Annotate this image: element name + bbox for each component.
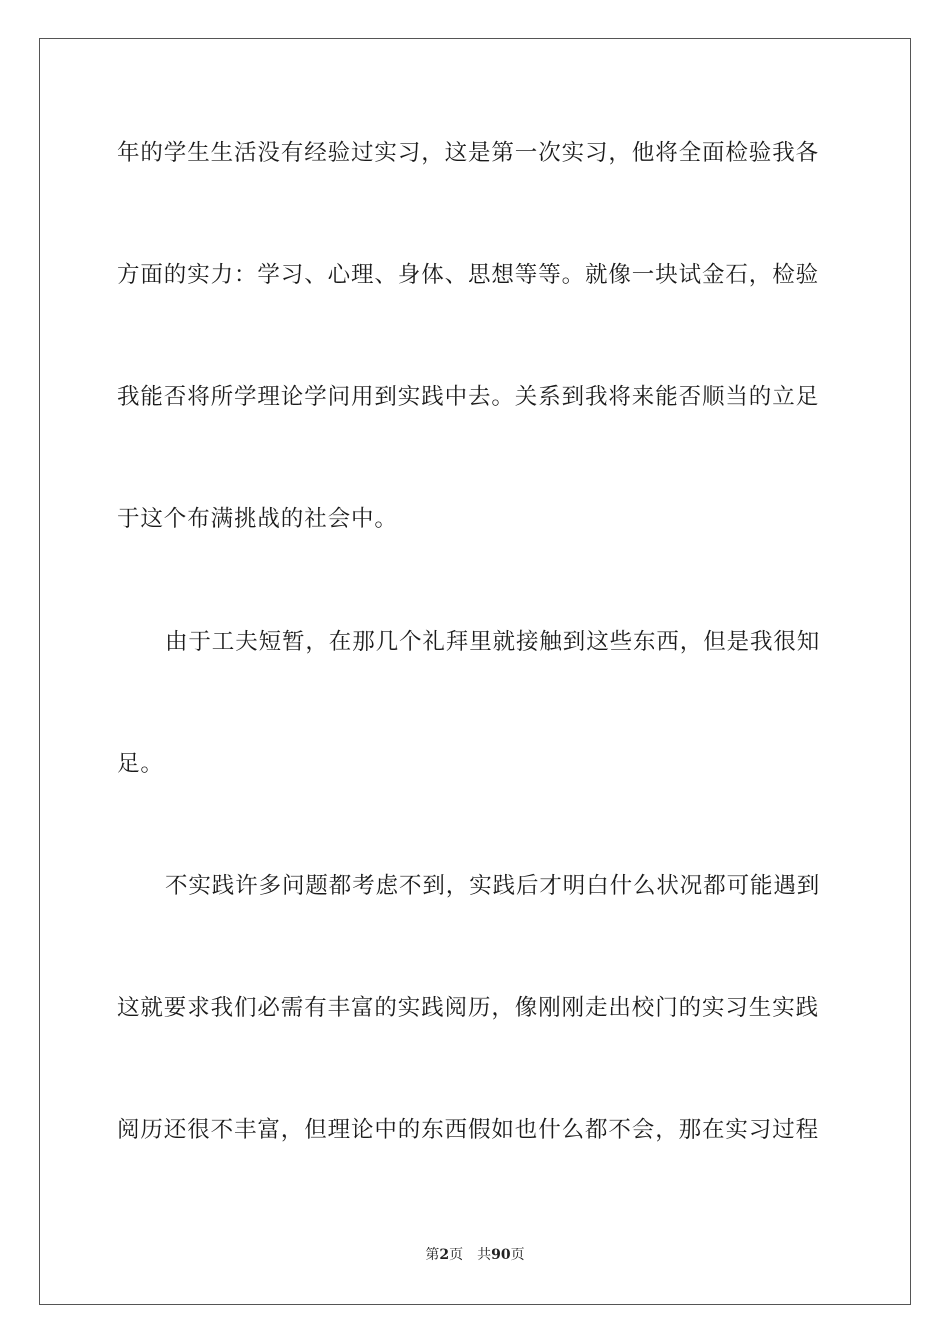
text-line-9: 阅历还很不丰富，但理论中的东西假如也什么都不会，那在实习过程 xyxy=(117,1117,820,1143)
text-line-2: 方面的实力：学习、心理、身体、思想等等。就像一块试金石，检验 xyxy=(117,262,820,288)
total-prefix: 共 xyxy=(477,1247,492,1263)
text-line-4: 于这个布满挑战的社会中。 xyxy=(117,506,398,532)
page-footer xyxy=(0,1245,950,1265)
page-suffix: 页 xyxy=(449,1247,464,1263)
text-line-7: 不实践许多问题都考虑不到，实践后才明白什么状况都可能遇到 xyxy=(165,873,821,899)
text-line-3: 我能否将所学理论学问用到实践中去。关系到我将来能否顺当的立足 xyxy=(117,384,820,410)
text-line-1: 年的学生生活没有经验过实习，这是第一次实习，他将全面检验我各 xyxy=(117,140,820,166)
total-pages: 90 xyxy=(491,1247,511,1263)
page-prefix: 第 xyxy=(425,1247,440,1263)
page-number: 2 xyxy=(439,1247,450,1263)
text-line-6: 足。 xyxy=(117,751,164,777)
text-line-8: 这就要求我们必需有丰富的实践阅历，像刚刚走出校门的实习生实践 xyxy=(117,995,820,1021)
text-line-5: 由于工夫短暂，在那几个礼拜里就接触到这些东西，但是我很知 xyxy=(165,629,821,655)
total-suffix: 页 xyxy=(510,1247,525,1263)
